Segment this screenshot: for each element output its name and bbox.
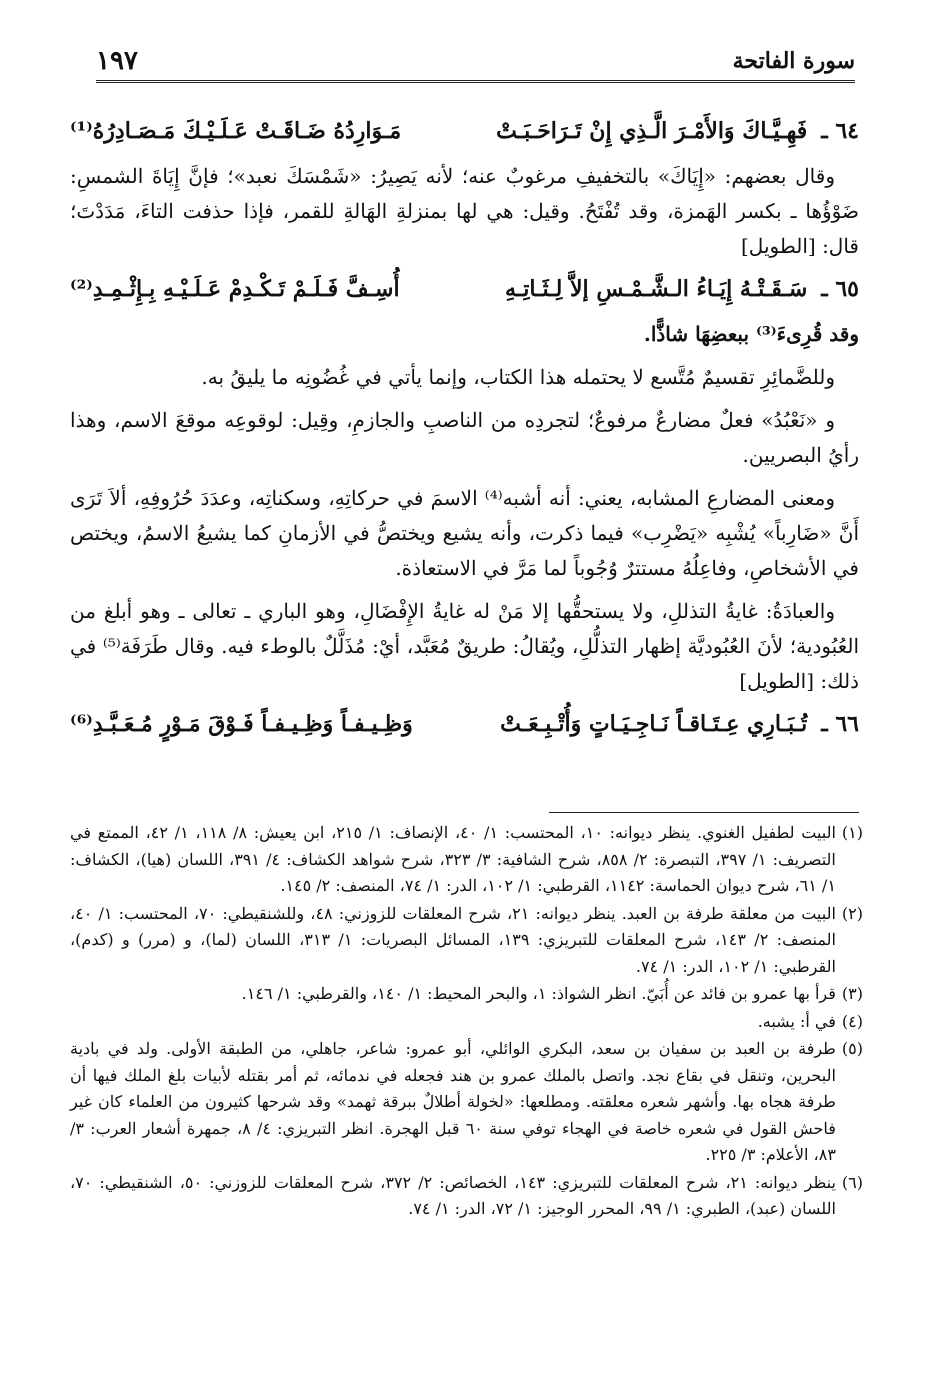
footnotes bbox=[70, 820, 863, 1224]
footnote bbox=[70, 981, 863, 1008]
verse-first-hemistich: سَـقَـتْـهُ إِيَـاءُ الـشَّـمْـسِ إلاَّ لِـثَـاتِـهِ bbox=[505, 276, 808, 302]
verse-second-hemistich: مَـوَارِدُهُ ضَـاقَـتْ عَـلَـيْـكَ مَـصَـادِرُهُ⁽¹⁾ bbox=[70, 118, 402, 144]
verse-second-hemistich: وَظِـيـفـاً وَظِـيـفـاً فَـوْقَ مَـوْرٍ مُـعَـبَّـدِ⁽⁶⁾ bbox=[70, 711, 413, 737]
verse-first-hemistich: فَهِـيَّـاكَ وَالأَمْـرَ الَّـذِي إِنْ تَـرَاحَـبَـتْ bbox=[496, 118, 808, 144]
paragraph: ومعنى المضارعِ المشابه، يعني: أنه أشبه⁽⁴⁾ الاسمَ في حركاتِهِ، وسكناتِه، وعدَدَ حُرُوفِهِ، ألاَ تَرَى أَنَّ «ضَارِباً» يُشْبِه «يَضْرِب» فيما ذكرت، وأنه يشيع ويختصُّ في الأزمانِ كما يشيعُ الاسمُ، ويختص في الأشخاصِ، وفاعِلُهُ مستترٌ وُجُوباً لما مَرَّ في الاستعاذة. bbox=[70, 486, 859, 580]
footnote bbox=[70, 901, 863, 981]
footnote-number: (٦) bbox=[841, 1172, 863, 1192]
footnote-number: (٥) bbox=[841, 1039, 863, 1058]
verse-number: ٦٤ ـ bbox=[821, 118, 859, 144]
footnote-number: (٣) bbox=[841, 984, 863, 1003]
footnote bbox=[70, 1009, 863, 1036]
verse-number: ٦٦ ـ bbox=[821, 711, 859, 737]
poem-verse-66 bbox=[70, 707, 859, 742]
footnote-number: (١) bbox=[841, 823, 863, 842]
footnote-text: قرأ بها عمرو بن فائد عن أُبَيّ. انظر الشواذ: ١، والبحر المحيط: ١/ ١٤٠، والقرطبي: ١/ ١٤٦. bbox=[241, 984, 836, 1003]
footnote-separator bbox=[549, 812, 859, 813]
footnote bbox=[70, 1170, 863, 1223]
footnote-text: طرفة بن العبد بن سفيان بن سعد، البكري الوائلي، أبو عمرو: شاعر، جاهلي، من الطبقة الأولى. ولد في بادية البحرين، وتنقل في بقاع نجد. واتصل بالملك عمرو بن هند فجعله في ندمائه، ثم أمر بقتله لأبيات بلغ الملك فيها أن طرفة هجاه بها. وأشهر شعره معلقته. ومطلعها: «لخولة أطلالٌ ببرقة ثهمد» وقد شرحها كثيرون من العلماء كان غير فاحش القول في شعره خاصة في الهجاء توفي سنة ٦٠ قبل الهجرة. انظر التبريزي: ٤/ ٨، جمهرة أشعار العرب: ٣/ ٨٣، الأعلام: ٣/ ٢٢٥. bbox=[70, 1039, 836, 1164]
paragraph: وقد قُرِىءَ⁽³⁾ ببعضِهَا شاذًّا. bbox=[643, 322, 859, 346]
verse-first-hemistich: تُـبَـارِي عِـتَـاقـاً نَـاجِـيَـاتٍ وَأُتْـبِـعَـتْ bbox=[500, 711, 808, 737]
page-number: ١٩٧ bbox=[96, 46, 138, 76]
running-header bbox=[96, 40, 855, 83]
paragraph: والعبادَةُ: غايةُ التذللِ، ولا يستحقُّها إلا مَنْ له غايةُ الإِفْضَالِ، وهو الباري ـ تعالى ـ وهو أبلغ من العُبُودية؛ لأنَ العُبُوديَّة إظهار التذلُّلِ، ويُقالُ: طريقٌ مُعَبَّد، أيْ: مُذَلَّلٌ بالوطء فيه. وقال طَرَفَة⁽⁵⁾ في ذلك: [الطويل] bbox=[70, 599, 860, 693]
footnote-text: ينظر ديوانه: ٢١، شرح المعلقات للتبريزي: ١٤٣، الخصائص: ٢/ ٣٧٢، شرح المعلقات للزوزني: ٥٠، الشنقيطي: ٧٠، اللسان (عبد)، الطبري: ١/ ٩٩، المحرر الوجيز: ١/ ٧٢، الدر: ١/ ٧٤. bbox=[70, 1172, 836, 1218]
verse-second-hemistich: أُسِـفَّ فَـلَـمْ تَـكْـدِمْ عَـلَـيْـهِ بِـإِثْـمِـدِ⁽²⁾ bbox=[70, 276, 400, 302]
paragraph: وقال بعضهم: «إِيَاكَ» بالتخفيفِ مرغوبٌ عنه؛ لأنه يَصِيرُ: «شَمْسَكَ نعبد»؛ فإنَّ إِيَاةَ الشمسِ: ضَوْؤُها ـ بكسر الهَمزة، وقد تُفْتَحُ. وقيل: هي لها بمنزلةِ الهَالةِ للقمر، فإذا حذفت التاءَ، مَدَدْتَ؛ قال: [الطويل] bbox=[70, 164, 859, 258]
poem-verse-64 bbox=[70, 114, 859, 149]
verse-number: ٦٥ ـ bbox=[821, 276, 859, 302]
footnote-text: البيت من معلقة طرفة بن العبد. ينظر ديوانه: ٢١، شرح المعلقات للزوزني: ٤٨، وللشنقيطي: ٧٠، المحتسب: ١/ ٤٠، المنصف: ٢/ ١٤٣، شرح المعلقات للتبريزي: ١٣٩، المسائل البصريات: ١/ ٣١٣، اللسان (لما)، و (مرر) و (كدم)، القرطبي: ١/ ١٠٢، الدر: ١/ ٧٤. bbox=[70, 903, 836, 976]
footnote-number: (٤) bbox=[841, 1011, 863, 1031]
surah-title: سورة الفاتحة bbox=[732, 48, 855, 74]
footnote-text: في أ: يشبه. bbox=[757, 1011, 836, 1031]
footnote bbox=[70, 820, 863, 900]
paragraph: وللضَّمائِرِ تقسيمٌ مُتَّسع لا يحتمله هذا الكتاب، وإنما يأتي في غُضُونِه ما يليقُ به. bbox=[201, 365, 835, 389]
main-text bbox=[70, 108, 859, 752]
footnote-number: (٢) bbox=[841, 903, 863, 923]
footnote bbox=[70, 1036, 863, 1169]
paragraph: و «نَعْبُدُ» فعلٌ مضارعٌ مرفوعٌ؛ لتجردِه من الناصبِ والجازمِ، وقِيل: لوقوعِه موقعَ الاسم، وهذا رأيُ البصريين. bbox=[70, 408, 859, 467]
poem-verse-65 bbox=[70, 272, 859, 307]
footnote-text: البيت لطفيل الغنوي. ينظر ديوانه: ١٠، المحتسب: ١/ ٤٠، الإنصاف: ١/ ٢١٥، ابن يعيش: ٨/ ١١٨، ١/ ٤٢، الممتع في التصريف: ١/ ٣٩٧، التبصرة: ٢/ ٨٥٨، شرح الشافية: ٣/ ٣٢٣، شرح شواهد الكشاف: ٤/ ٣٩١، اللسان (هيا)، الكشاف: ١/ ٦١، شرح ديوان الحماسة: ١١٤٢، القرطبي: ١/ ١٠٢، الدر: ١/ ٧٤، المنصف: ٢/ ١٤٥. bbox=[70, 823, 836, 895]
